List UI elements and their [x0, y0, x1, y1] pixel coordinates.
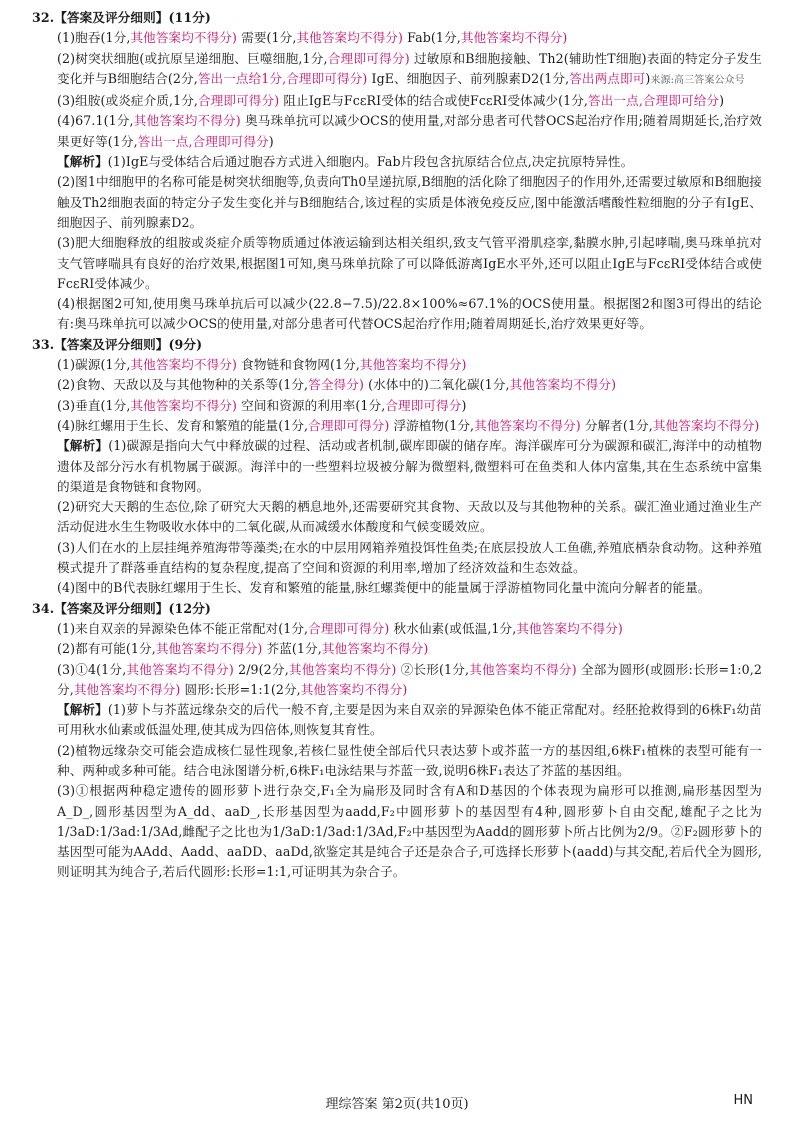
- q34-explanation-2: (2)植物远缘杂交可能会造成核仁显性现象,若核仁显性使全部后代只表达萝卜或芥蓝一方的基因组,6株F₁植株的表型可能有一种、两种或多种可能。结合电泳图谱分析,6株F₁电泳结果与芥蓝一致,说明6株F₁表达了芥蓝的基因组。: [57, 742, 762, 778]
- footer-region-code: HN: [733, 1093, 753, 1108]
- q33-answer-1: (1)碳源(1分,其他答案均不得分) 食物链和食物网(1分,其他答案均不得分): [57, 357, 467, 373]
- question-32: [32, 8, 762, 335]
- q32-answer-3: (3)组胺(或炎症介质,1分,合理即可得分) 阻止IgE与FcεRⅠ受体的结合或使FcεRⅠ受体减少(1分,答出一点,合理即可给分): [57, 93, 725, 109]
- q32-explanation-2: (2)图1中细胞甲的名称可能是树突状细胞等,负责向Th0呈递抗原,B细胞的活化除了细胞因子的作用外,还需要过敏原和B细胞接触及Th2细胞表面的特定分子发生变化并与B细胞结合,该过程的实质是体液免疫反应,图中能激活嗜酸性粒细胞的分子有IgE、细胞因子、前列腺素D2。: [57, 174, 762, 230]
- q33-explanation-1: 【解析】(1)碳源是指向大气中释放碳的过程、活动或者机制,碳库即碳的储存库。海洋碳库可分为碳源和碳汇,海洋中的动植物遗体及部分污水有机物属于碳源。海洋中的一些塑料垃圾被分解为微塑料,微塑料可在鱼类和人体内富集,其在生态系统中富集的渠道是食物链和食物网。: [57, 438, 762, 494]
- q33-answer-2: (2)食物、天敌以及与其他物种的关系等(1分,答全得分) (水体中的)二氧化碳(1分,其他答案均不得分): [57, 377, 617, 393]
- q32-header: 32.【答案及评分细则】(11分): [32, 10, 211, 25]
- q34-explanation-1: 【解析】(1)萝卜与芥蓝远缘杂交的后代一般不育,主要是因为来自双亲的异源染色体不能正常配对。经胚抢救得到的6株F₁幼苗可用秋水仙素或低温处理,使其成为四倍体,则恢复其育性。: [57, 702, 762, 738]
- q32-explanation-1: 【解析】(1)IgE与受体结合后通过胞吞方式进入细胞内。Fab片段包含抗原结合位点,决定抗原特异性。: [57, 154, 634, 170]
- question-33: [32, 335, 762, 599]
- q33-header: 33.【答案及评分细则】(9分): [32, 336, 203, 352]
- q32-explanation-4: (4)根据图2可知,使用奥马珠单抗后可以减少(22.8−7.5)/22.8×100%≈67.1%的OCS使用量。根据图2和图3可得出的结论有:奥马珠单抗可以减少OCS的使用量,对部分患者可代替OCS起治疗作用;随着周期延长,治疗效果更好等。: [57, 296, 762, 332]
- q33-answer-4: (4)脉红螺用于生长、发育和繁殖的能量(1分,合理即可得分) 浮游植物(1分,其他答案均不得分) 分解者(1分,其他答案均不得分): [57, 417, 760, 433]
- q34-answer-2: (2)都有可能(1分,其他答案均不得分) 芥蓝(1分,其他答案均不得分): [57, 641, 429, 657]
- q34-header: 34.【答案及评分细则】(12分): [32, 600, 211, 616]
- q33-answer-3: (3)垂直(1分,其他答案均不得分) 空间和资源的利用率(1分,合理即可得分): [57, 397, 467, 413]
- q32-answer-2: (2)树突状细胞(或抗原呈递细胞、巨噬细胞,1分,合理即可得分) 过敏原和B细胞接触、Th2(辅助性T细胞)表面的特定分子发生变化并与B细胞结合(2分,答出一点给1分,合理即可得分) IgE、细胞因子、前列腺素D2(1分,答出两点即可)来源:高三答案公众号: [57, 50, 762, 86]
- page-footer: [0, 1093, 794, 1113]
- question-34: [32, 599, 762, 883]
- q33-explanation-4: (4)图中的B代表脉红螺用于生长、发育和繁殖的能量,脉红螺粪便中的能量属于浮游植物同化量中流向分解者的能量。: [57, 580, 711, 596]
- q33-explanation-3: (3)人们在水的上层挂绳养殖海带等藻类;在水的中层用网箱养殖投饵性鱼类;在底层投放人工鱼礁,养殖底栖杂食动物。这种养殖模式提升了群落垂直结构的复杂程度,提高了空间和资源的利用率,增加了经济效益和生态效益。: [57, 539, 762, 576]
- q34-answer-3: (3)①4(1分,其他答案均不得分) 2/9(2分,其他答案均不得分) ②长形(1分,其他答案均不得分) 全部为圆形(或圆形:长形=1:0,2分,其他答案均不得分) 圆形:长形=1:1(2分,其他答案均不得分): [57, 661, 762, 697]
- answer-content: [32, 8, 762, 883]
- q32-answer-1: (1)胞吞(1分,其他答案均不得分) 需要(1分,其他答案均不得分) Fab(1分,其他答案均不得分): [57, 30, 568, 46]
- source-watermark: 来源:高三答案公众号: [650, 74, 745, 86]
- footer-page-number: 理综答案 第2页(共10页): [325, 1097, 469, 1112]
- q32-answer-4: (4)67.1(1分,其他答案均不得分) 奥马珠单抗可以减少OCS的使用量,对部分患者可代替OCS起治疗作用;随着周期延长,治疗效果更好等(1分,答出一点,合理即可得分): [57, 113, 762, 149]
- q32-explanation-3: (3)肥大细胞释放的组胺或炎症介质等物质通过体液运输到达相关组织,致支气管平滑肌痉挛,黏膜水肿,引起哮喘,奥马珠单抗对支气管哮喘具有良好的治疗效果,根据图1可知,奥马珠单抗除了可以降低游离IgE水平外,还可以阻止IgE与FcεRⅠ受体结合或使FcεRⅠ受体减少。: [57, 235, 762, 291]
- q34-explanation-3: (3)①根据两种稳定遗传的圆形萝卜进行杂交,F₁全为扁形及同时含有A和D基因的个体表现为扁形可以推测,扁形基因型为A_D_,圆形基因型为A_dd、aaD_,长形基因型为aadd,F₂中圆形萝卜的基因型有4种,圆形萝卜自由交配,雄配子之比为1/3aD:1/3ad:1/3Ad,雌配子之比也为1/3aD:1/3ad:1/3Ad,F₂中基因型为Aadd的圆形萝卜所占比例为2/9。②F₂圆形萝卜的基因型可能为AAdd、Aadd、aaDD、aaDd,欲鉴定其是纯合子还是杂合子,可选择长形萝卜(aadd)与其交配,若后代全为圆形,则证明其为纯合子,若后代圆形:长形=1:1,可证明其为杂合子。: [57, 783, 762, 880]
- q33-explanation-2: (2)研究大天鹅的生态位,除了研究大天鹅的栖息地外,还需要研究其食物、天敌以及与其他物种的关系。碳汇渔业通过渔业生产活动促进水生生物吸收水体中的二氧化碳,从而减缓水体酸度和气候变暖效应。: [57, 499, 762, 535]
- q34-answer-1: (1)来自双亲的异源染色体不能正常配对(1分,合理即可得分) 秋水仙素(或低温,1分,其他答案均不得分): [57, 620, 623, 636]
